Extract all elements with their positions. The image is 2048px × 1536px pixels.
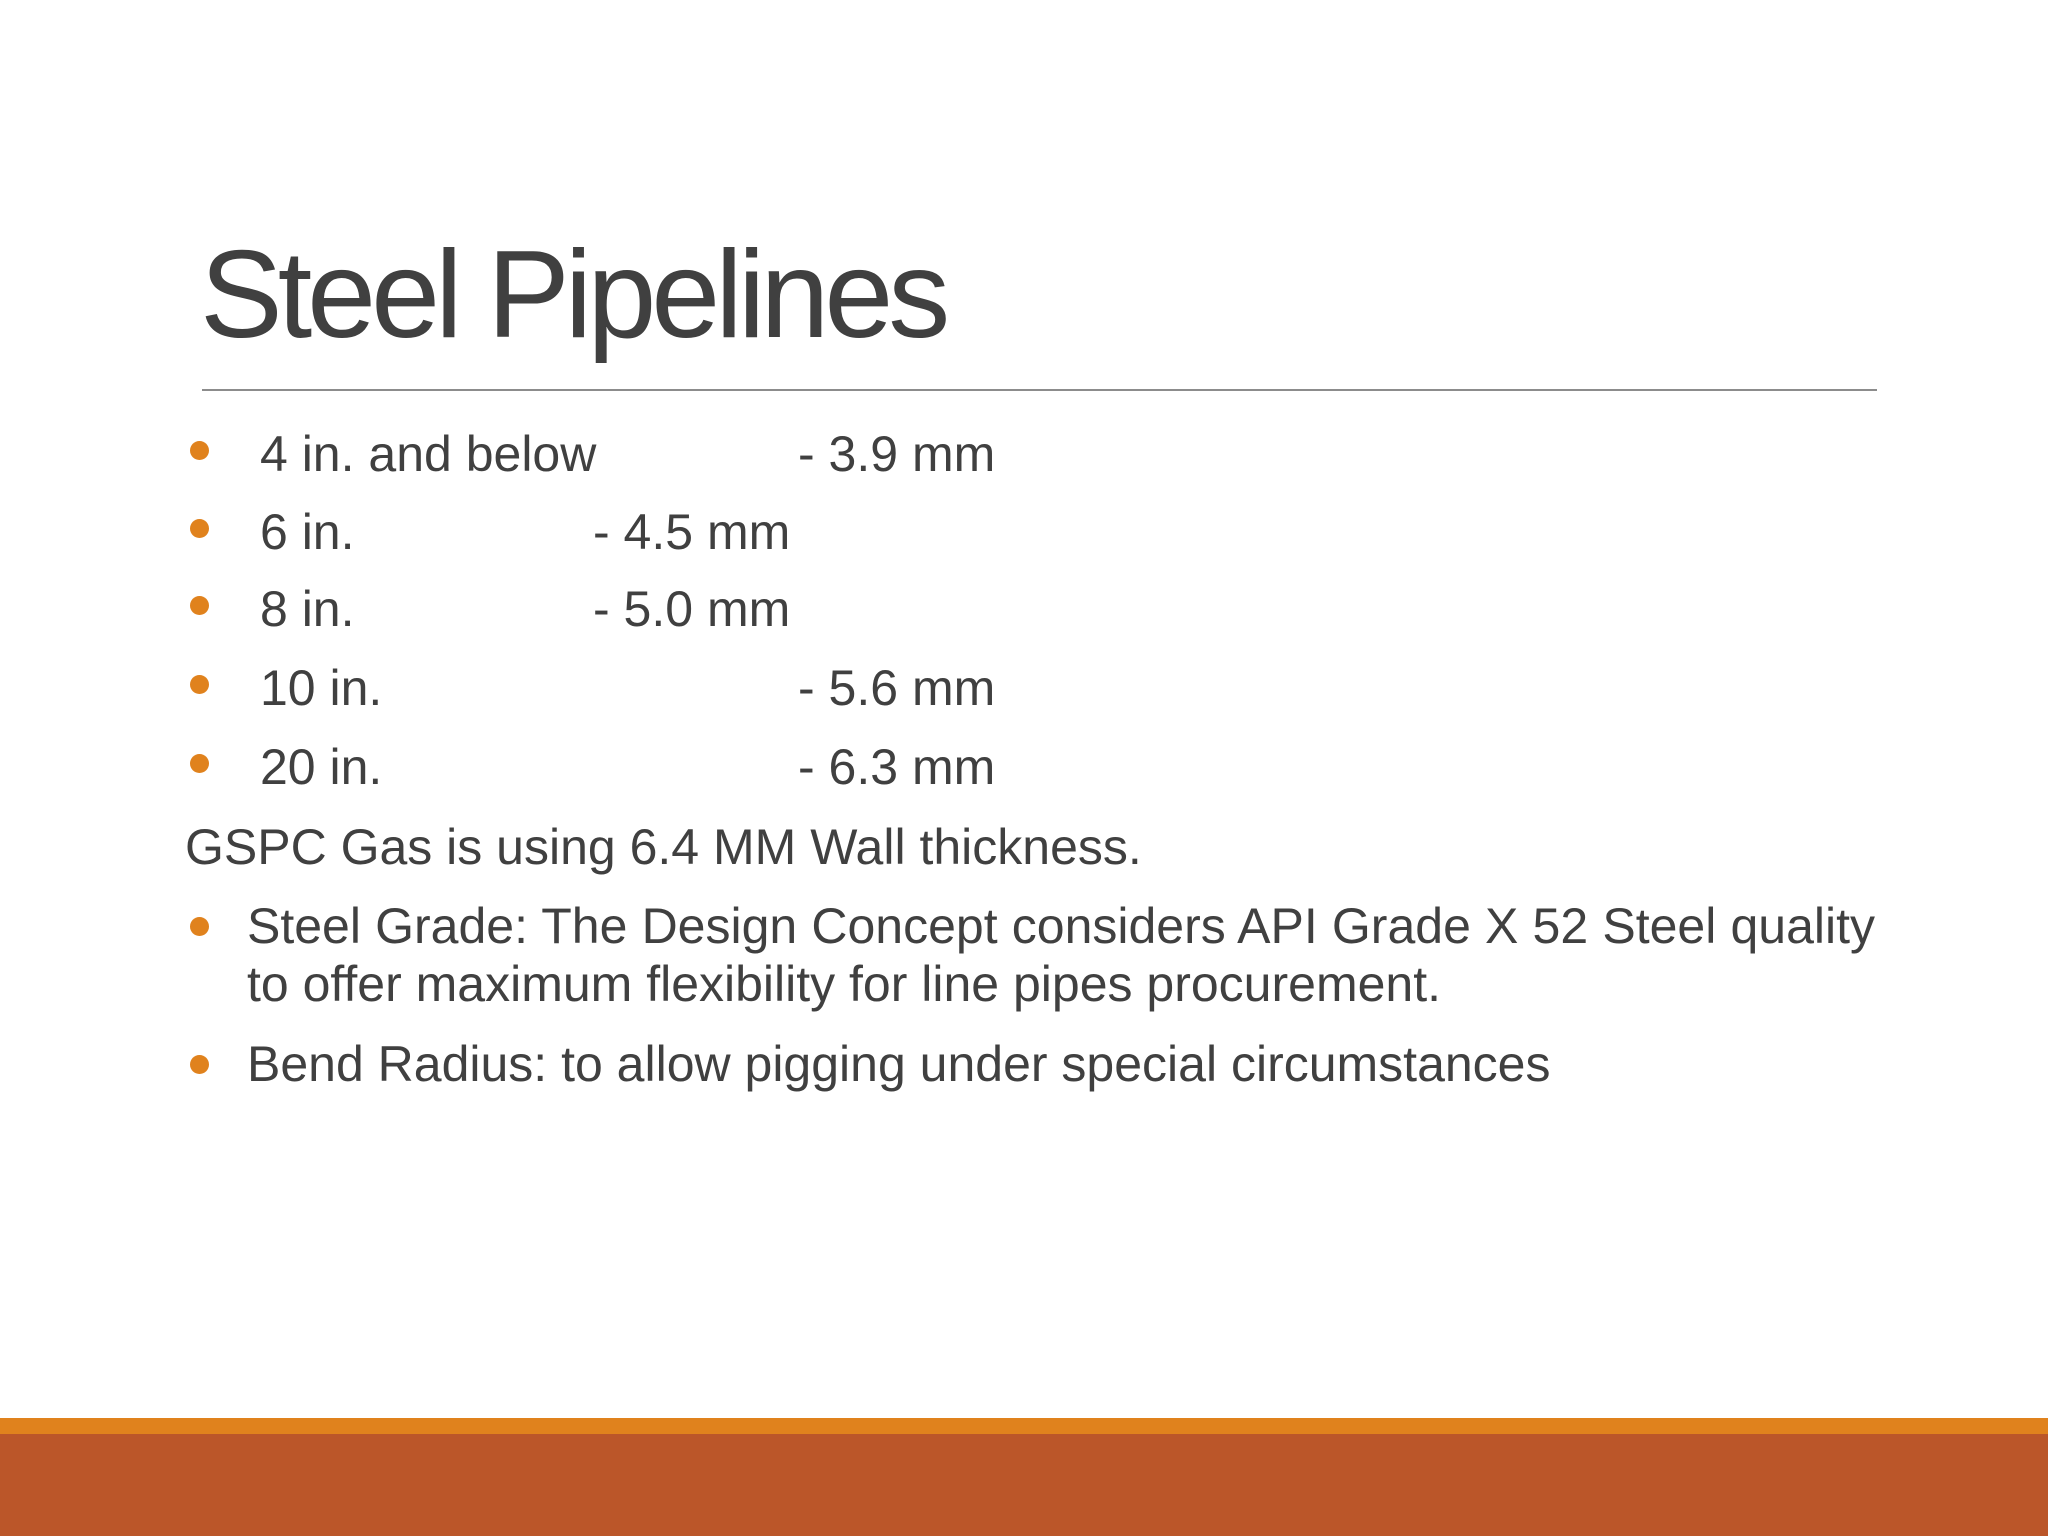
- wall-thickness: - 5.0 mm: [593, 581, 791, 637]
- steel-grade-bullet: [247, 897, 1875, 1013]
- wall-thickness: - 6.3 mm: [798, 739, 996, 795]
- wall-thickness: - 4.5 mm: [593, 504, 791, 560]
- wall-thickness: - 3.9 mm: [798, 426, 996, 482]
- bullet-icon: [190, 441, 209, 460]
- wall-thickness-note: GSPC Gas is using 6.4 MM Wall thickness.: [185, 819, 1142, 875]
- bullet-icon: [190, 917, 209, 936]
- bend-radius-bullet: [247, 1035, 1875, 1093]
- bullet-icon: [190, 596, 209, 615]
- slide-title: Steel Pipelines: [200, 226, 946, 364]
- footer-accent-stripe: [0, 1418, 2048, 1434]
- pipe-size: 20 in.: [260, 739, 383, 795]
- pipe-size: 4 in. and below: [260, 426, 597, 482]
- wall-thickness: - 5.6 mm: [798, 660, 996, 716]
- bullet-icon: [190, 675, 209, 694]
- steel-grade-text: Steel Grade: The Design Concept considers API Grade X 52 Steel quality to offer maximum flexibility for line pipes procurement.: [247, 898, 1875, 1012]
- bullet-icon: [190, 519, 209, 538]
- footer-band: [0, 1434, 2048, 1536]
- pipe-size: 8 in.: [260, 581, 355, 637]
- pipe-size: 6 in.: [260, 504, 355, 560]
- title-divider: [202, 389, 1877, 391]
- pipe-size: 10 in.: [260, 660, 383, 716]
- bullet-icon: [190, 754, 209, 773]
- bullet-icon: [190, 1055, 209, 1074]
- bend-radius-text: Bend Radius: to allow pigging under special circumstances: [247, 1036, 1551, 1092]
